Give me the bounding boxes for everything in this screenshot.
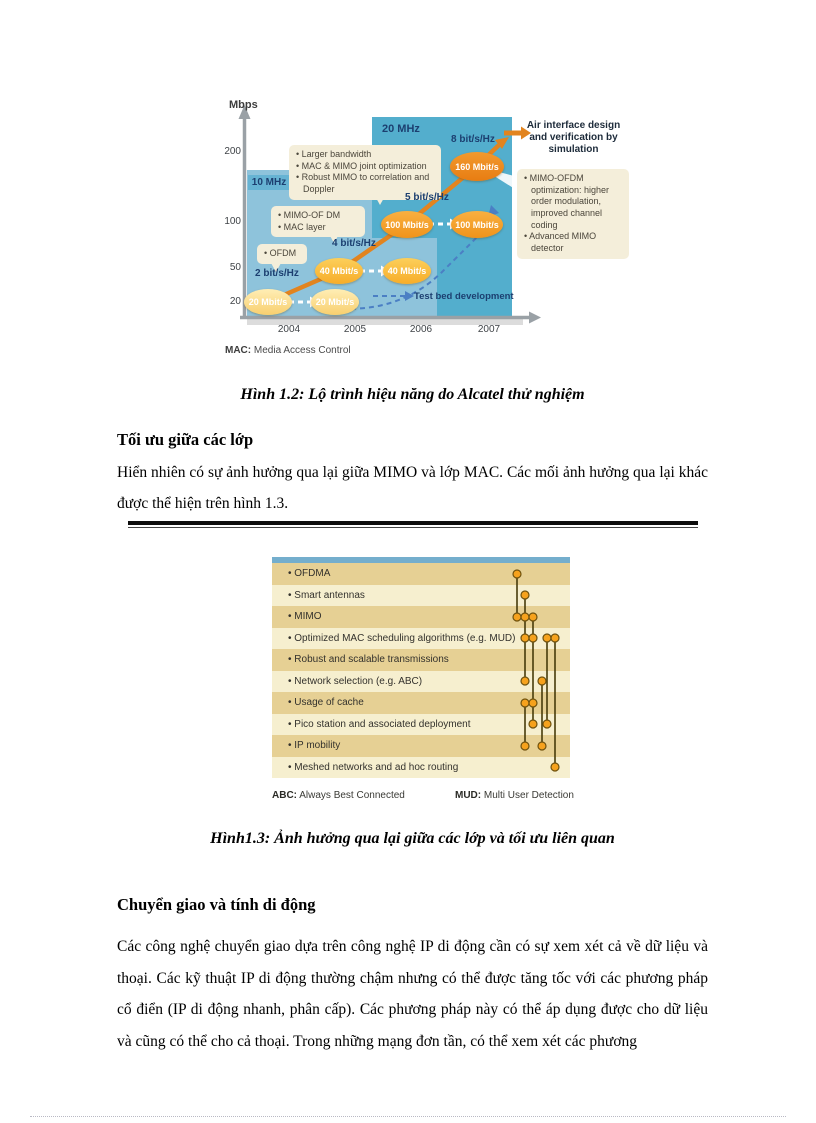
data-rate-ellipse: 40 Mbit/s [315, 258, 363, 284]
y-tick: 200 [224, 146, 241, 157]
figure-row: • MIMO [272, 606, 570, 628]
figure-performance-roadmap [225, 95, 623, 365]
air-interface-note: Air interface design and verification by simulation [526, 120, 621, 155]
data-rate-ellipse: 20 Mbit/s [311, 289, 359, 315]
data-rate-ellipse: 100 Mbit/s [381, 211, 433, 238]
legend-mud-definition: Multi User Detection [483, 790, 574, 801]
y-tick: 100 [224, 216, 241, 227]
callout-item: • MIMO-OFDM optimization: higher order modulation, improved channel coding [523, 173, 623, 231]
mac-footnote-definition: Media Access Control [253, 345, 351, 356]
callout-ofdm-box [257, 244, 307, 264]
efficiency-label: 4 bit/s/Hz [332, 238, 376, 249]
legend-mud-term: MUD: [455, 790, 482, 801]
paragraph-1: Hiển nhiên có sự ảnh hưởng qua lại giữa MIMO và lớp MAC. Các mối ảnh hưởng qua lại khác được thể hiện trên hình 1.3. [117, 464, 708, 512]
x-tick: 2004 [277, 324, 301, 335]
paragraph-2: Các công nghệ chuyển giao dựa trên công nghệ IP di động cần có sự xem xét cả về dữ liệu và thoại. Các kỹ thuật IP di động thường chậm nhưng có thể được tăng tốc với các phương pháp cổ điển (IP di động nhanh, phân cấp). Các phương pháp này có thể áp dụng được cho dữ liệu và cũng có thể cho cả thoại. Trong những mạng đơn tần, có thể xem xét các phương [117, 938, 708, 1050]
data-rate-ellipse: 100 Mbit/s [451, 211, 503, 238]
section-heading-2: Chuyển giao và tính di động [117, 895, 316, 914]
callout-mimo-mac-box [271, 206, 365, 237]
legend-mud [455, 790, 574, 801]
callout-tail [375, 196, 385, 205]
data-rate-ellipse: 40 Mbit/s [383, 258, 431, 284]
efficiency-label: 2 bit/s/Hz [255, 268, 299, 279]
data-rate-ellipse: 20 Mbit/s [244, 289, 292, 315]
mac-footnote [225, 345, 351, 356]
x-tick: 2006 [409, 324, 433, 335]
data-rate-ellipse: 160 Mbit/s [450, 152, 504, 181]
legend-abc [272, 790, 405, 801]
figure-cross-layer [272, 557, 570, 778]
x-tick: 2005 [343, 324, 367, 335]
y-tick: 20 [229, 296, 241, 307]
y-tick: 50 [229, 262, 241, 273]
testbed-label: Test bed development [414, 291, 514, 302]
figure-row: • IP mobility [272, 735, 570, 757]
legend-abc-term: ABC: [272, 790, 297, 801]
callout-item: • MAC & MIMO joint optimization [295, 161, 435, 173]
figure-caption-1: Hình 1.2: Lộ trình hiệu năng do Alcatel thử nghiệm [240, 386, 585, 403]
callout-item: • Robust MIMO to correlation and Doppler [295, 172, 435, 195]
figure-row: • Robust and scalable transmissions [272, 649, 570, 671]
legend-abc-definition: Always Best Connected [299, 790, 405, 801]
figure-row: • Usage of cache [272, 692, 570, 714]
section-divider [128, 521, 698, 528]
mac-footnote-term: MAC: [225, 345, 252, 356]
optimization-box [517, 169, 629, 259]
figure-row: • Meshed networks and ad hoc routing [272, 757, 570, 779]
band-label-20mhz: 20 MHz [382, 123, 420, 135]
x-axis-arrow-icon [529, 312, 541, 324]
callout-item: • MIMO-OF DM [277, 210, 359, 222]
efficiency-label: 5 bit/s/Hz [405, 192, 449, 203]
callout-item: • OFDM [263, 248, 301, 260]
callout-item: • MAC layer [277, 222, 359, 234]
figure-row: • Optimized MAC scheduling algorithms (e.g. MUD) [272, 628, 570, 650]
testbed-arrow-icon [405, 291, 414, 301]
section-heading-1: Tối ưu giữa các lớp [117, 430, 254, 449]
efficiency-label: 8 bit/s/Hz [451, 134, 495, 145]
callout-item: • Larger bandwidth [295, 149, 435, 161]
y-axis-unit: Mbps [229, 99, 258, 111]
figure-row: • Pico station and associated deployment [272, 714, 570, 736]
figure-row: • Network selection (e.g. ABC) [272, 671, 570, 693]
x-tick: 2007 [477, 324, 501, 335]
page-bottom-border [30, 1116, 786, 1117]
figure-row: • Smart antennas [272, 585, 570, 607]
band-label-10mhz: 10 MHz [248, 175, 290, 190]
callout-item: • Advanced MIMO detector [523, 231, 623, 254]
figure-caption-2: Hình1.3: Ảnh hưởng qua lại giữa các lớp và tối ưu liên quan [210, 830, 615, 847]
figure-row: • OFDMA [272, 563, 570, 585]
